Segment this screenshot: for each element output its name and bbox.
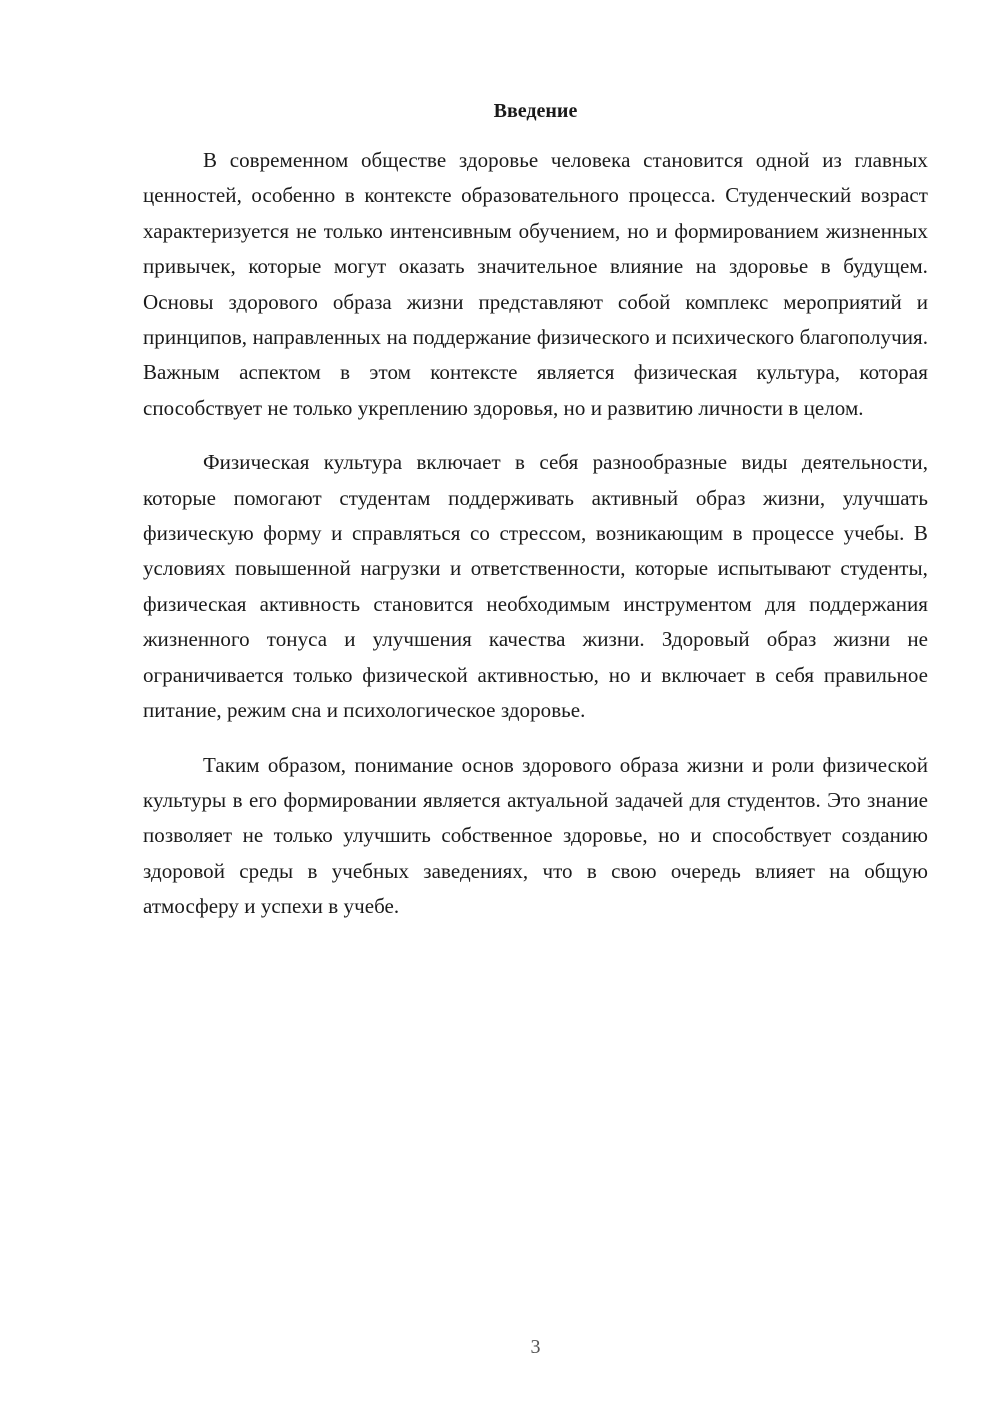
body-text <box>143 143 928 925</box>
paragraph-2: Физическая культура включает в себя разнообразные виды деятельности, которые помогают студентам поддерживать активный образ жизни, улучшать физическую форму и справляться со стрессом, возникающим в процессе учебы. В условиях повышенной нагрузки и ответственности, которые испытывают студенты, физическая активность становится необходимым инструментом для поддержания жизненного тонуса и улучшения качества жизни. Здоровый образ жизни не ограничивается только физической активностью, но и включает в себя правильное питание, режим сна и психологическое здоровье. <box>143 450 928 723</box>
paragraph-1: В современном обществе здоровье человека становится одной из главных ценностей, особенно в контексте образовательного процесса. Студенческий возраст характеризуется не только интенсивным обучением, но и формированием жизненных привычек, которые могут оказать значительное влияние на здоровье в будущем. Основы здорового образа жизни представляют собой комплекс мероприятий и принципов, направленных на поддержание физического и психического благополучия. Важным аспектом в этом контексте является физическая культура, которая способствует не только укреплению здоровья, но и развитию личности в целом. <box>143 148 928 420</box>
paragraph-3: Таким образом, понимание основ здорового образа жизни и роли физической культуры в его формировании является актуальной задачей для студентов. Это знание позволяет не только улучшить собственное здоровье, но и способствует созданию здоровой среды в учебных заведениях, что в свою очередь влияет на общую атмосферу и успехи в учебе. <box>143 752 928 919</box>
section-heading: Введение <box>493 100 578 122</box>
page-number: 3 <box>530 1336 541 1358</box>
